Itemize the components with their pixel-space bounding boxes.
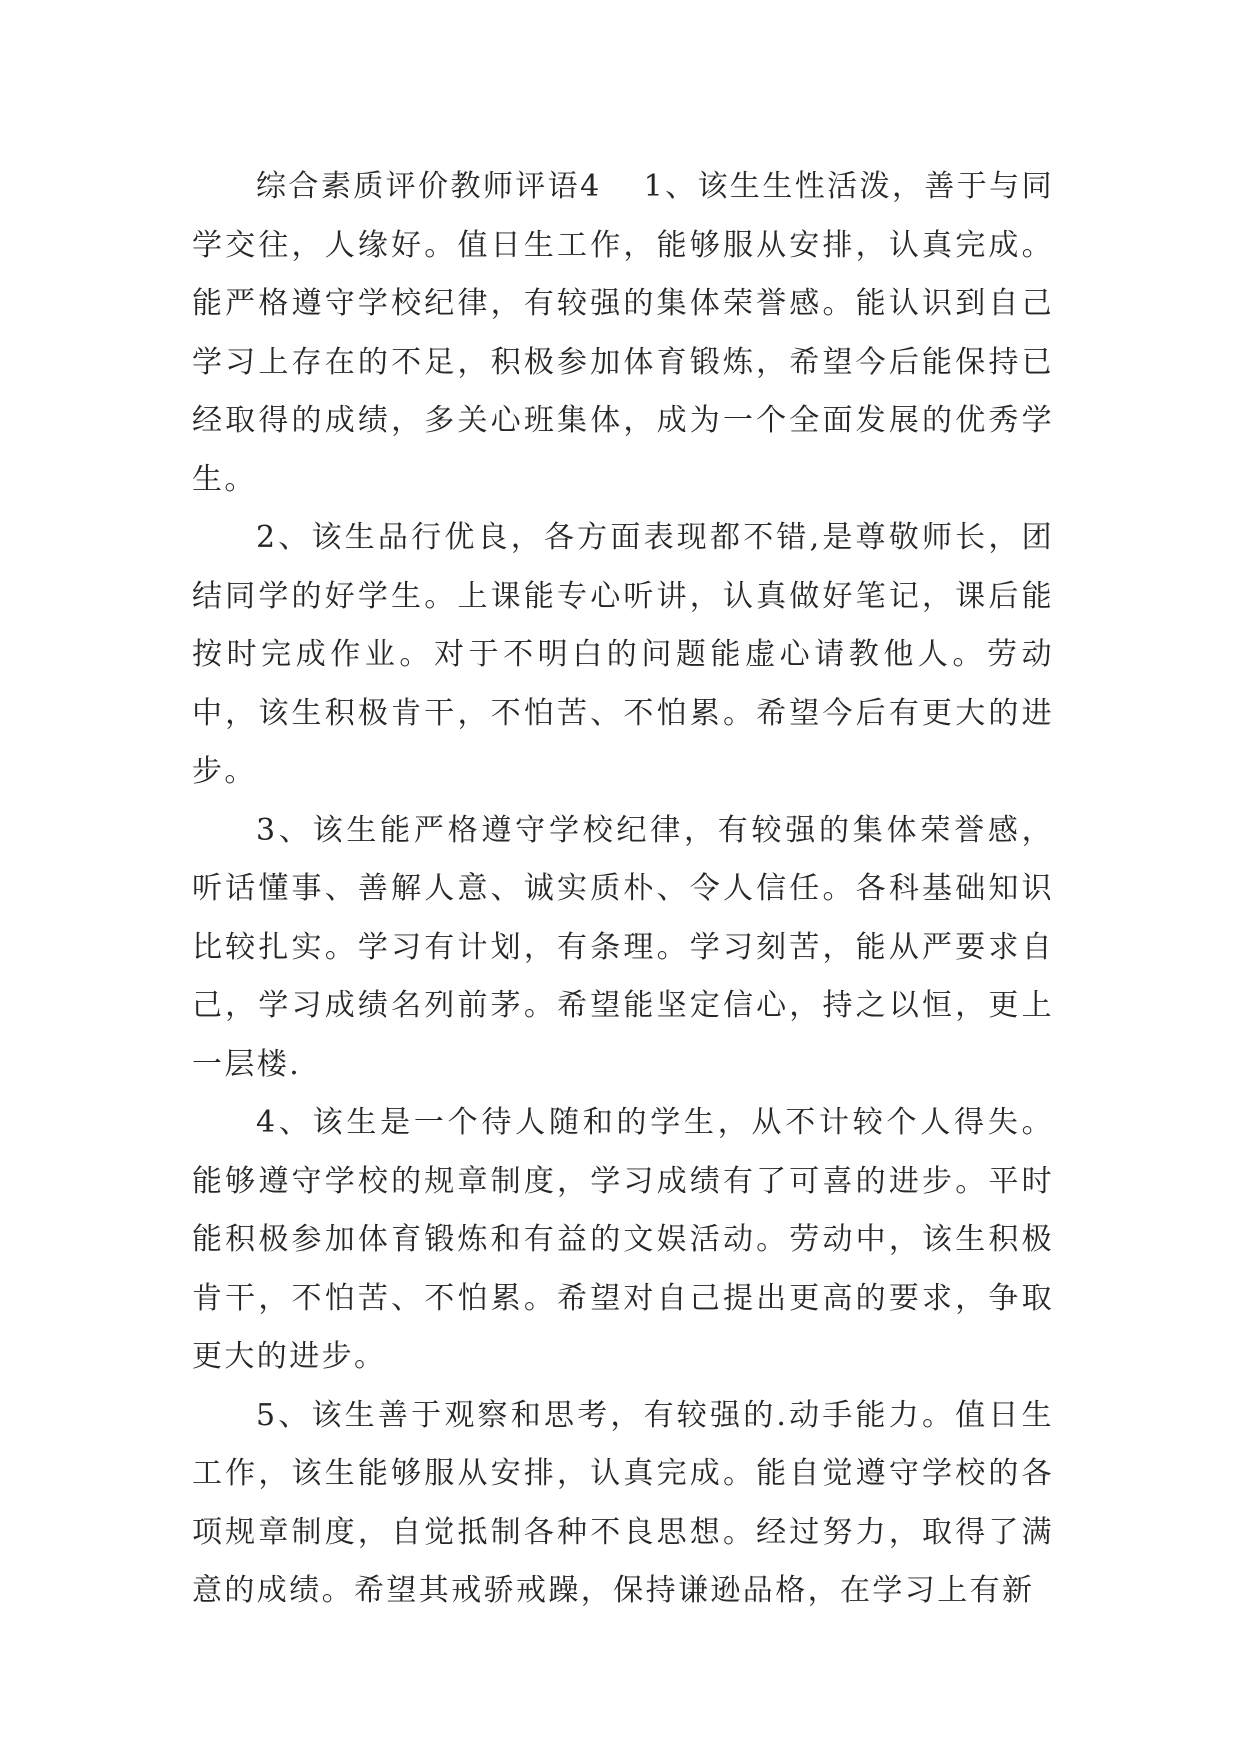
paragraph-1-text: 1、该生生性活泼，善于与同学交往，人缘好。值日生工作，能够服从安排，认真完成。能严格遵守学校纪律，有较强的集体荣誉感。能认识到自己学习上存在的不足，积极参加体育锻炼，希望今后能保持已经取得的成绩，多关心班集体，成为一个全面发展的优秀学生。: [192, 169, 1054, 497]
paragraph-4: 4、该生是一个待人随和的学生，从不计较个人得失。能够遵守学校的规章制度，学习成绩有了可喜的进步。平时能积极参加体育锻炼和有益的文娱活动。劳动中，该生积极肯干，不怕苦、不怕累。希望对自己提出更高的要求，争取更大的进步。: [192, 1105, 1054, 1374]
document-title: 综合素质评价教师评语4: [256, 169, 602, 204]
document-body: [192, 158, 1054, 1621]
paragraph-2: 2、该生品行优良，各方面表现都不错,是尊敬师长，团结同学的好学生。上课能专心听讲，认真做好笔记，课后能按时完成作业。对于不明白的问题能虚心请教他人。劳动中，该生积极肯干，不怕苦、不怕累。希望今后有更大的进步。: [192, 520, 1054, 789]
paragraph-5: 5、该生善于观察和思考，有较强的.动手能力。值日生工作，该生能够服从安排，认真完成。能自觉遵守学校的各项规章制度，自觉抵制各种不良思想。经过努力，取得了满意的成绩。希望其戒骄戒躁，保持谦逊品格，在学习上有新: [192, 1397, 1054, 1608]
paragraph-3: 3、该生能严格遵守学校纪律，有较强的集体荣誉感，听话懂事、善解人意、诚实质朴、令人信任。各科基础知识比较扎实。学习有计划，有条理。学习刻苦，能从严要求自己，学习成绩名列前茅。希望能坚定信心，持之以恒，更上一层楼.: [192, 812, 1054, 1082]
paragraph-1: [192, 158, 1054, 509]
